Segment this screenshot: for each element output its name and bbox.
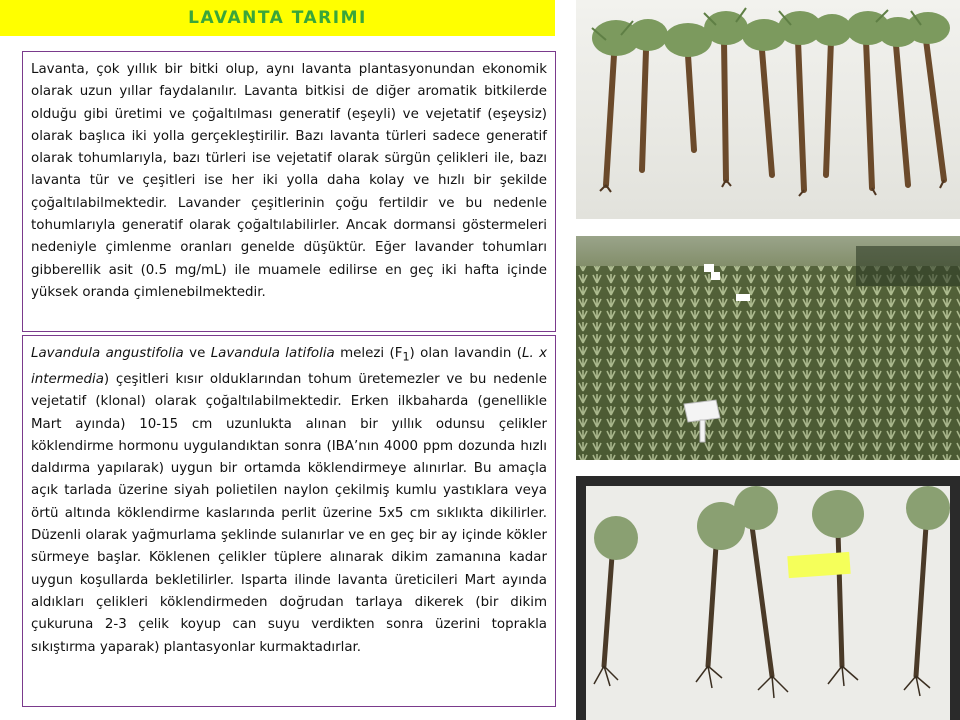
rooted-cuttings-illustration [576, 476, 960, 720]
photo-greenhouse [576, 236, 960, 460]
after-hybrid-text: ) olan lavandin ( [409, 346, 522, 361]
title-bar [0, 0, 555, 36]
conjunction-text: ve [189, 346, 206, 361]
text-box-lavandin [22, 335, 556, 707]
hybrid-text: melezi (F [340, 346, 403, 361]
photo-rooted-cuttings [576, 476, 960, 720]
species-latifolia: Lavandula latifolia [210, 346, 335, 361]
sticky-note [787, 552, 850, 578]
greenhouse-illustration [576, 236, 960, 460]
photo-cuttings [576, 0, 960, 219]
species-angustifolia: Lavandula angustifolia [31, 346, 184, 361]
lavandin-body-text: ) çeşitleri kısır olduklarından tohum üretemezler ve bu nedenle vejetatif (klonal) olarak çoğaltılabilmektedir. Erken ilkbaharda (genellikle Mart ayında) 10-15 cm uzunlukta alınan bir yıllık odunsu çelikler köklendirme hormonu uygulandıktan sonra (IBA’nın 4000 ppm dozunda hızlı daldırma yapılarak) uygun bir ortamda köklendirmeye alınırlar. Bu amaçla açık tarlada üzerine siyah polietilen naylon çekilmiş kumlu yastıklara veya örtü altında köklendirme kaslarında perlit üzerine 5x5 cm sıklıkta dikilirler. Düzenli olarak yağmurlama şeklinde sulanırlar ve en geç bir ay içinde kökler sürmeye başlar. Köklenen çelikler tüplere alınarak dikim zamanına kadar uygun koşullarda bekletilirler. Isparta ilinde lavanta üreticileri Mart ayında aldıkları çelikleri köklendirmeden doğrudan tarlaya dikerek (bir dikim çukuruna 2-3 çelik koyup can suyu verdikten sonra üzerini toprakla sıkıştırma yaparak) plantasyonlar kurmaktadırlar. [31, 371, 547, 655]
text-box-propagation [22, 51, 556, 332]
hybrid-subscript: 1 [402, 350, 410, 364]
page-title: LAVANTA TARIMI [188, 8, 367, 28]
lavandin-name: L. x intermedia [31, 346, 548, 387]
cuttings-illustration [576, 0, 960, 219]
paragraph-propagation: Lavanta, çok yıllık bir bitki olup, aynı lavanta plantasyonundan ekonomik olarak uzun yıllar faydalanılır. Lavanta bitkisi de diğer aromatik bitkilerde olduğu gibi üretimi ve çoğaltılması generatif (eşeyli) ve vejetatif (eşeysiz) olarak başlıca iki yolla gerçekleştirilir. Bazı lavanta türleri sadece generatif olarak tohumlarıyla, bazı türleri ise vejetatif olarak sürgün çelikleri ile, bazı lavanta tür ve çeşitleri ise her iki yolla daha kolay ve hızlı bir şekilde çoğaltılabilmektedir. Lavander çeşitlerinin çoğu fertildir ve bu nedenle tohumlarıyla generatif olarak çoğaltılabilirler. Ancak dormansi göstermeleri nedeniyle çimlenme oranları genelde düşüktür. Eğer lavander tohumları gibberellik asit (0.5 mg/mL) ile muamele edilirse en geç iki hafta içinde yüksek oranda çimlenebilmektedir. [31, 62, 547, 300]
paragraph-lavandin [31, 343, 547, 659]
